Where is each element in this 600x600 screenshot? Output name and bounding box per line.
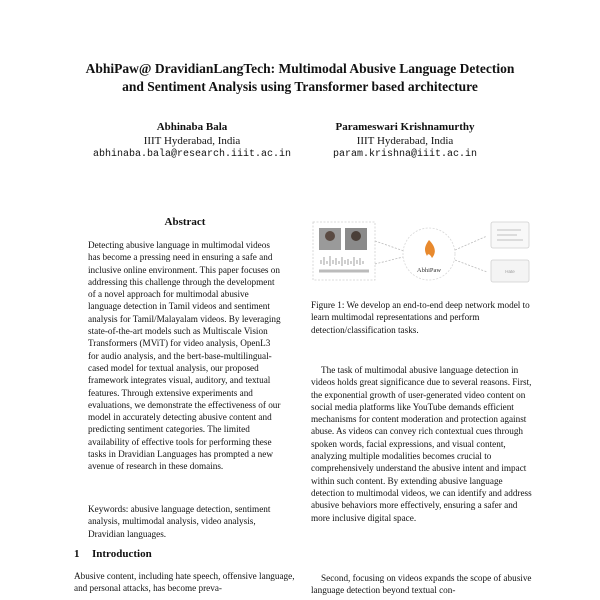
author-block-2 [295,120,515,162]
face-icon [325,231,335,241]
body-paragraph: Second, focusing on videos expands the scope of abusive language detection beyond textual con- [311,573,532,596]
author-block-1 [82,120,302,162]
body-paragraph: The task of multimodal abusive language detection in videos holds great significance due to several reasons. First, the exponential growth of user-generated video content on social media platforms like YouTube demands efficient mechanisms for content moderation and protection against abuse. As videos can convey rich contextual cues through spoken words, facial expressions, and visual content, analyzing multiple modalities becomes crucial to comprehensively understand the abusive intent and impact within such content. By extending abusive language detection to multimodal videos, we can identify and address abusive behaviors more effectively, ensuring a safer and more inclusive digital space. [311,365,532,523]
title-line-2: and Sentiment Analysis using Transformer based architecture [122,79,478,94]
keywords: Keywords: abusive language detection, sentiment analysis, multimodal analysis, video analysis, Dravidian languages. [88,504,271,539]
figure-1 [311,216,533,292]
author-email[interactable]: abhinaba.bala@research.iiit.ac.in [92,149,292,160]
author-affiliation: IIIT Hyderabad, India [143,135,241,147]
section-title: Introduction [92,548,152,560]
output-arrow [455,260,487,272]
input-arrow [375,256,407,264]
abstract-text: Detecting abusive language in multimodal videos has become a pressing need in ensuring a safe and inclusive online environment. This paper focuses on addressing this challenge through the development of a novel approach for multimodal abusive language detection in Tamil videos and sentiment analysis for Tamil/Malayalam videos. By leveraging state-of-the-art models such as Multiscale Vision Transformers (MViT) for video analysis, OpenL3 for audio analysis, and the bert-base-multilingual-cased model for textual analysis, our proposed framework integrates visual, auditory, and textual features. Through extensive experiments and evaluations, we demonstrate the effectiveness of our model in accurately detecting abusive content and predicting sentiment categories. The limited availability of effective tools for performing these tasks in Dravidian Languages has prompted a new avenue of research in these domains. [88,240,281,472]
face-icon [351,231,361,241]
title-line-1: AbhiPaw@ DravidianLangTech: Multimodal Abusive Language Detection [85,61,515,76]
paper-title [60,60,540,96]
figure-caption: Figure 1: We develop an end-to-end deep network model to learn multimodal representations and perform detection/classification tasks. [311,300,530,335]
output-label: Hate [505,269,515,274]
input-arrow [375,241,407,252]
output-arrow [455,236,487,250]
author-name: Abhinaba Bala [156,121,228,133]
introduction-text: Abusive content, including hate speech, offensive language, and personal attacks, has become preva- [74,571,295,594]
abstract-heading: Abstract [164,216,206,228]
model-label: AbhiPaw [416,267,442,274]
author-affiliation: IIIT Hyderabad, India [356,135,454,147]
author-email[interactable]: param.krishna@iiit.ac.in [332,149,478,160]
author-name: Parameswari Krishnamurthy [335,121,475,133]
section-number: 1 [74,548,80,560]
figure-1-diagram [311,216,533,292]
section-heading-introduction [74,548,152,560]
